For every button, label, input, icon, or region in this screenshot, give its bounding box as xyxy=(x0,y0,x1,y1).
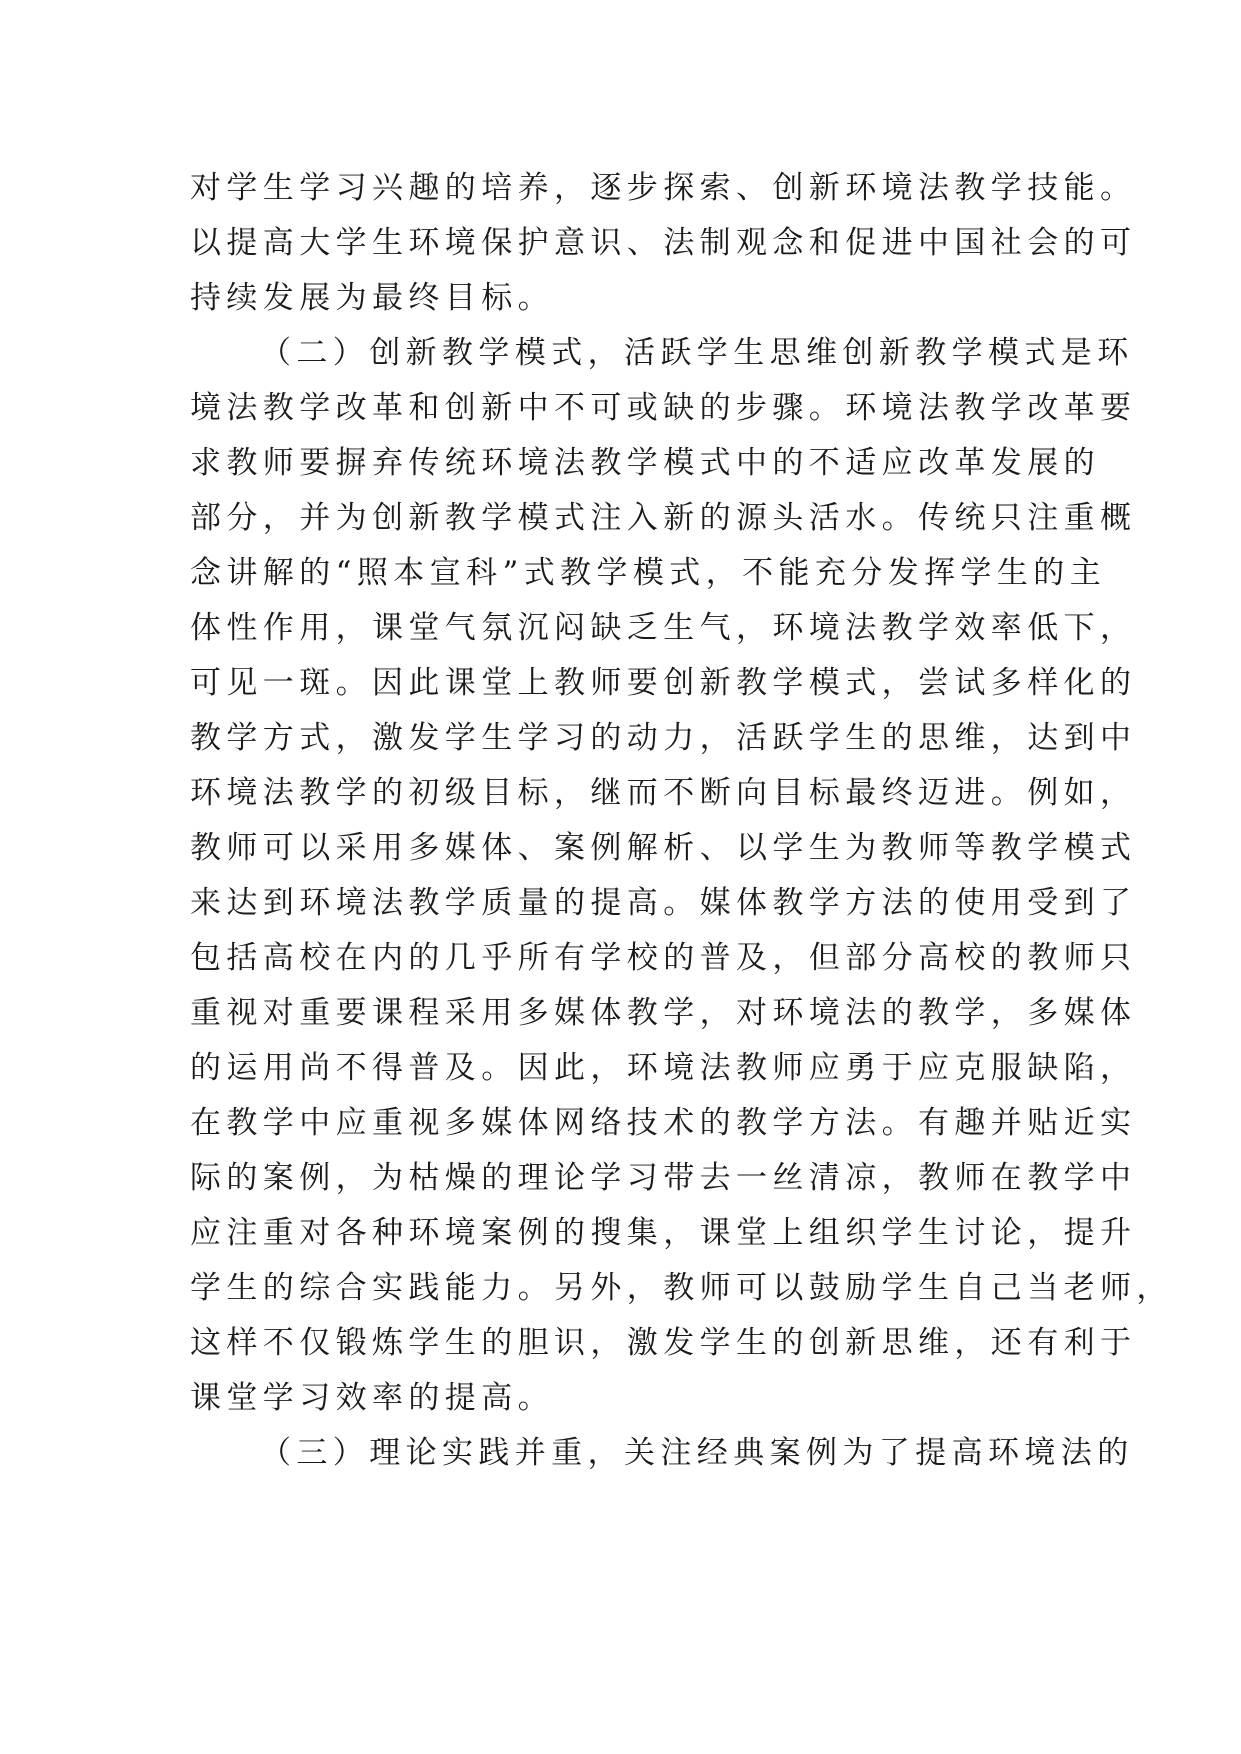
text-line: 念讲解的“照本宣科”式教学模式，不能充分发挥学生的主 xyxy=(190,555,1107,591)
text-line: 教师可以采用多媒体、案例解析、以学生为教师等教学模式 xyxy=(190,830,1137,866)
text-line: 这样不仅锻炼学生的胆识，激发学生的创新思维，还有利于 xyxy=(190,1325,1137,1361)
text-line: 境法教学改革和创新中不可或缺的步骤。环境法教学改革要 xyxy=(190,390,1137,426)
text-line: 求教师要摒弃传统环境法教学模式中的不适应改革发展的 xyxy=(190,445,1100,481)
text-line: 持续发展为最终目标。 xyxy=(190,280,554,316)
text-line: 可见一斑。因此课堂上教师要创新教学模式，尝试多样化的 xyxy=(190,665,1137,701)
document-body xyxy=(190,161,1173,1481)
text-line: 应注重对各种环境案例的搜集，课堂上组织学生讨论，提升 xyxy=(190,1215,1137,1251)
text-line: 学生的综合实践能力。另外，教师可以鼓励学生自己当老师， xyxy=(190,1270,1173,1306)
text-line: 体性作用，课堂气氛沉闷缺乏生气，环境法教学效率低下， xyxy=(190,610,1137,646)
text-line: 对学生学习兴趣的培养，逐步探索、创新环境法教学技能。 xyxy=(190,170,1137,206)
text-line: 教学方式，激发学生学习的动力，活跃学生的思维，达到中 xyxy=(190,720,1137,756)
text-line: 以提高大学生环境保护意识、法制观念和促进中国社会的可 xyxy=(190,225,1137,261)
text-line: 在教学中应重视多媒体网络技术的教学方法。有趣并贴近实 xyxy=(190,1105,1137,1141)
text-line: 际的案例，为枯燥的理论学习带去一丝清凉，教师在教学中 xyxy=(190,1160,1137,1196)
paragraph-2 xyxy=(190,326,1173,1426)
paragraph-heading-line: （三）理论实践并重，关注经典案例为了提高环境法的 xyxy=(260,1435,1134,1471)
text-line: 的运用尚不得普及。因此，环境法教师应勇于应克服缺陷， xyxy=(190,1050,1137,1086)
paragraph-1 xyxy=(190,161,1137,326)
text-line: 部分，并为创新教学模式注入新的源头活水。传统只注重概 xyxy=(190,500,1137,536)
text-line: 来达到环境法教学质量的提高。媒体教学方法的使用受到了 xyxy=(190,885,1137,921)
paragraph-3 xyxy=(190,1426,1134,1481)
text-line: 课堂学习效率的提高。 xyxy=(190,1380,554,1416)
text-line: 包括高校在内的几乎所有学校的普及，但部分高校的教师只 xyxy=(190,940,1137,976)
text-line: 环境法教学的初级目标，继而不断向目标最终迈进。例如， xyxy=(190,775,1137,811)
paragraph-heading-line: （二）创新教学模式，活跃学生思维创新教学模式是环 xyxy=(260,335,1134,371)
text-line: 重视对重要课程采用多媒体教学，对环境法的教学，多媒体 xyxy=(190,995,1137,1031)
